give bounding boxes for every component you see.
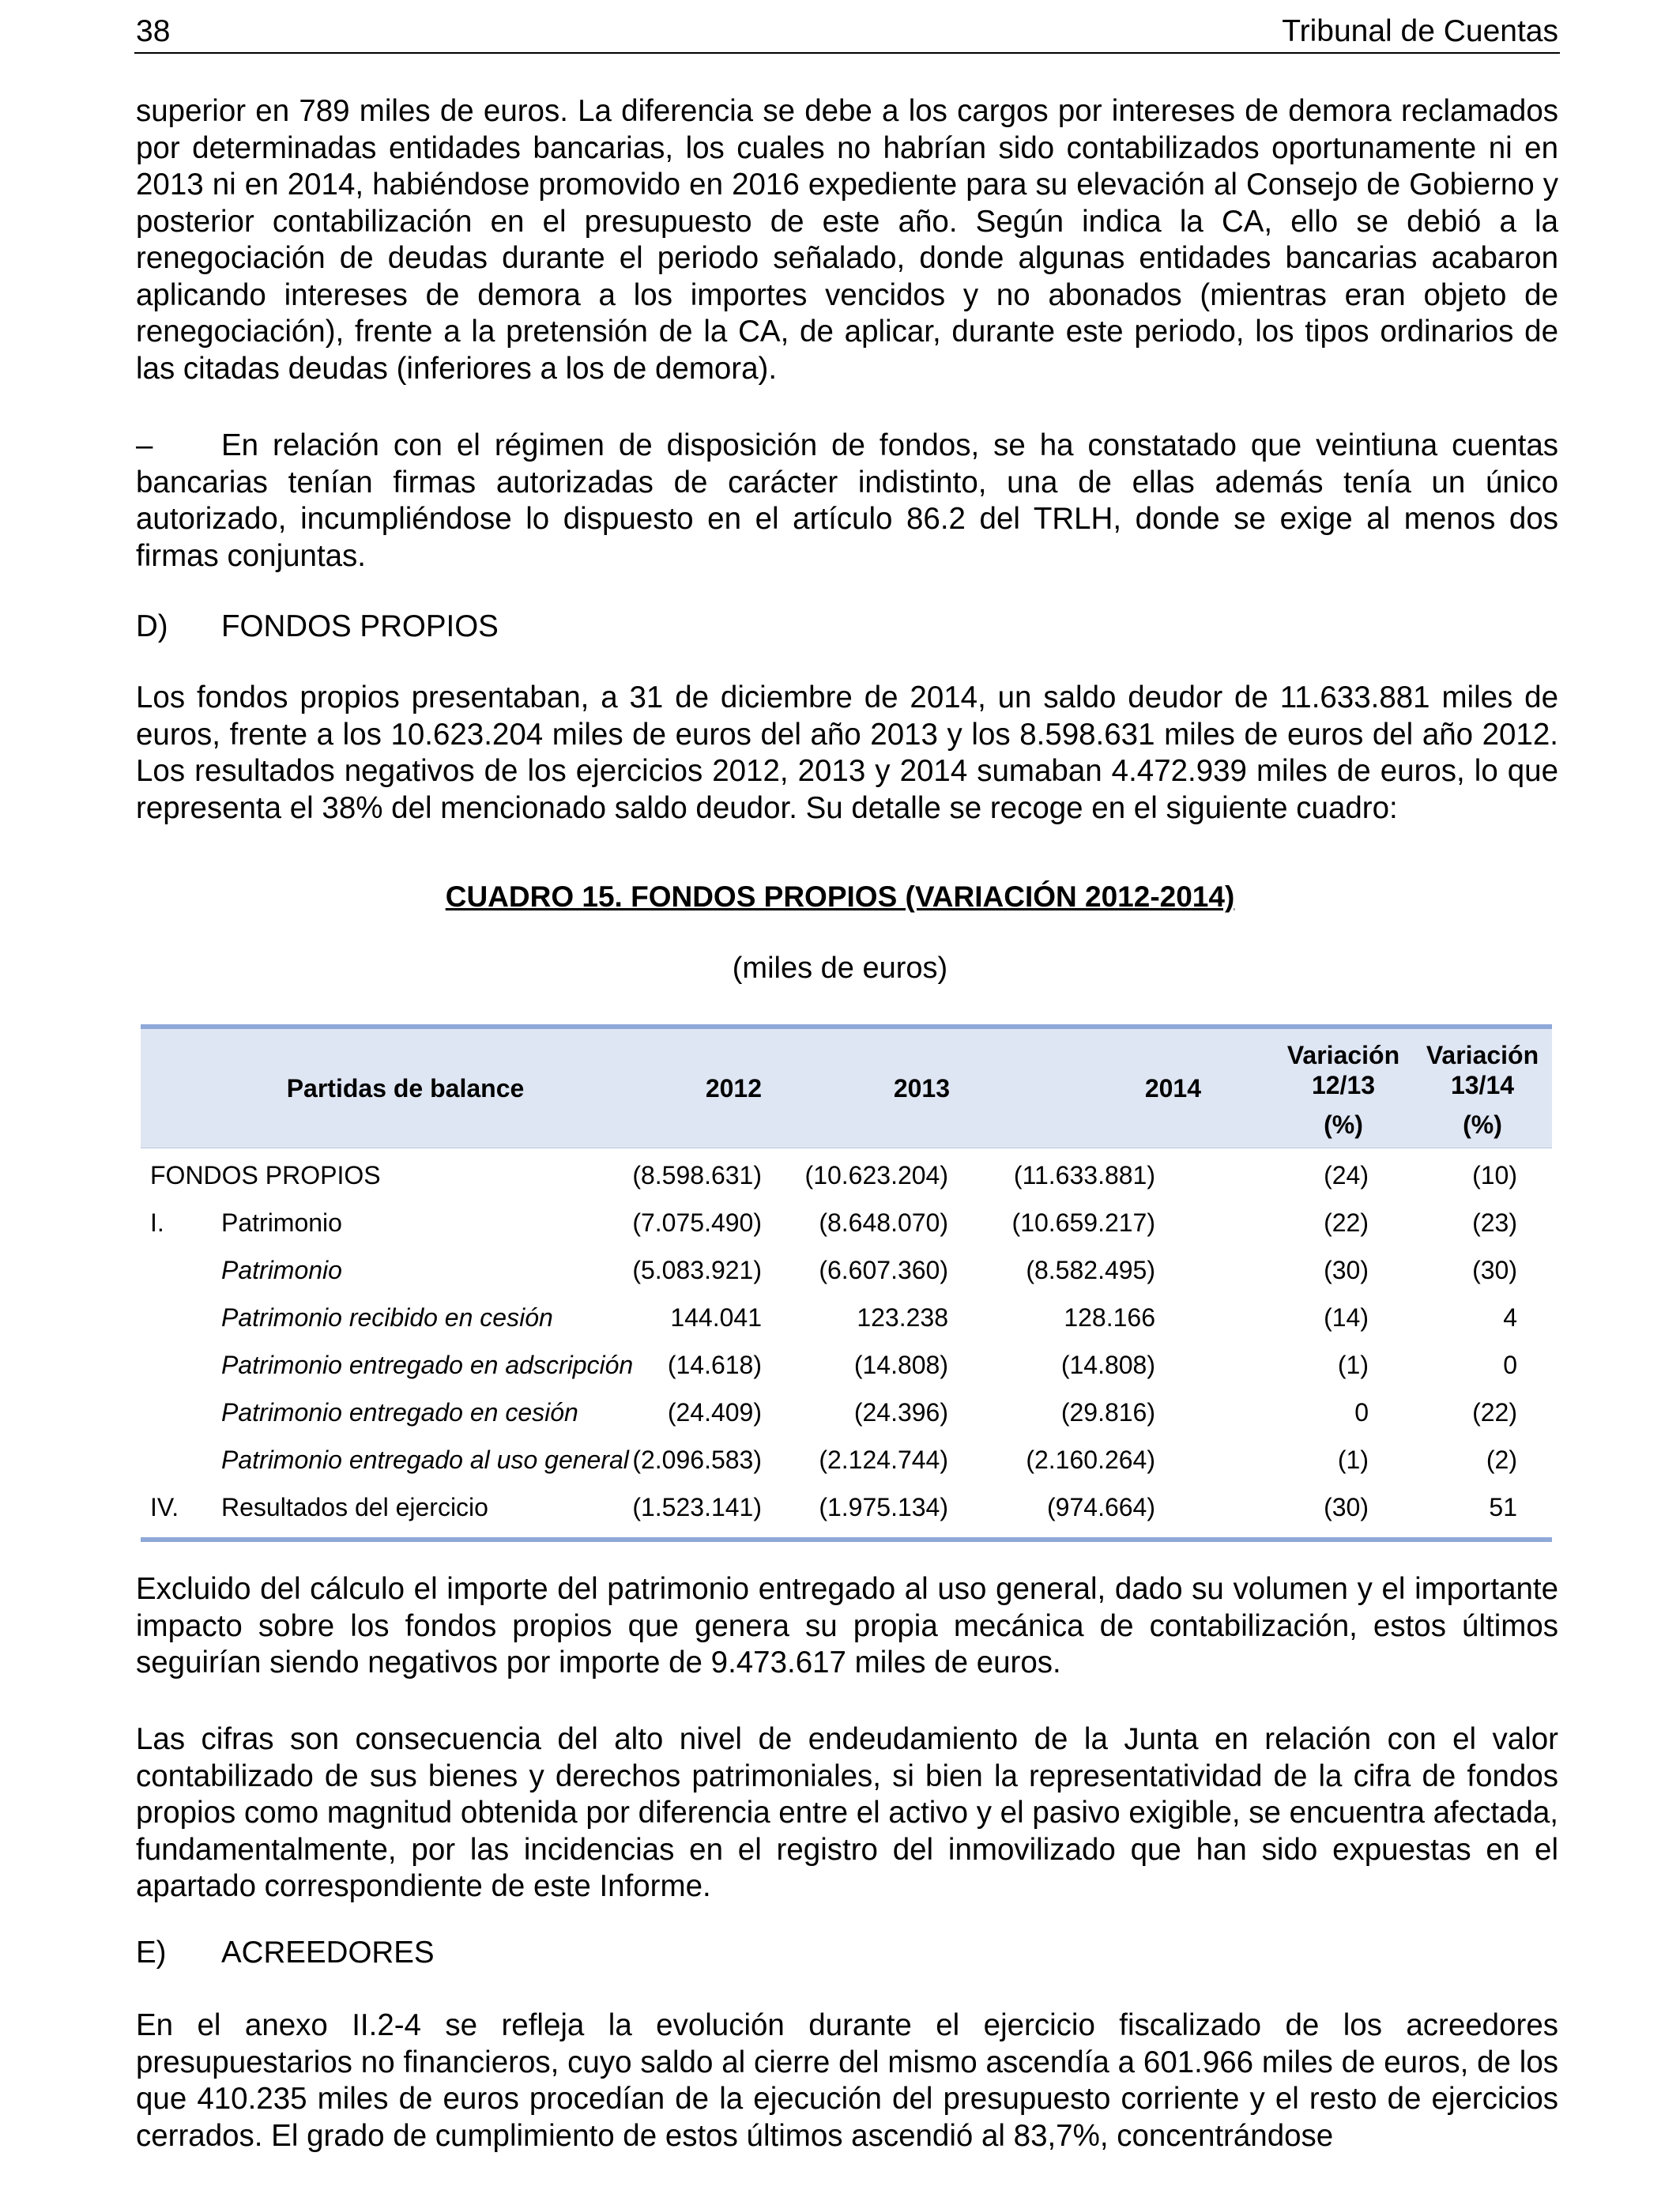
header-partidas: Partidas de balance bbox=[286, 1074, 525, 1103]
table-header bbox=[141, 1029, 1552, 1148]
page-header bbox=[134, 11, 1560, 54]
bullet-disposicion-fondos bbox=[136, 428, 1558, 575]
paragraph-fondos-propios: Los fondos propios presentaban, a 31 de diciembre de 2014, un saldo deudor de 11.633.881 miles de euros, frente a los 10.623.204 miles de euros del año 2013 y los 8.598.631 miles de euros del año 2012. Los resultados negativos de los ejercicios 2012, 2013 y 2014 sumaban 4.472.939 miles de euros, lo que representa el 38% del mencionado saldo deudor. Su detalle se recoge en el siguiente cuadro: bbox=[136, 680, 1558, 825]
section-title: ACREEDORES bbox=[221, 1936, 435, 1970]
section-letter: D) bbox=[136, 609, 168, 643]
table-row: Patrimonio entregado en cesión (24.409) (24.396) (29.816) 0 (22) bbox=[221, 1398, 1517, 1427]
table-row: Patrimonio (5.083.921) (6.607.360) (8.582.495) (30) (30) bbox=[221, 1256, 1517, 1284]
section-title: FONDOS PROPIOS bbox=[221, 609, 499, 643]
section-heading-e bbox=[136, 1935, 435, 1971]
header-2014: 2014 bbox=[1144, 1074, 1201, 1103]
table-row: Patrimonio entregado en adscripción (14.618) (14.808) (14.808) (1) 0 bbox=[221, 1351, 1517, 1379]
header-variacion-13-14: Variación 13/14 (%) bbox=[1426, 1041, 1539, 1139]
page-number: 38 bbox=[136, 14, 171, 48]
table-subtitle: (miles de euros) bbox=[732, 952, 948, 985]
dash-marker: – bbox=[136, 428, 153, 462]
header-title: Tribunal de Cuentas bbox=[1282, 14, 1558, 48]
paragraph-intereses-demora: superior en 789 miles de euros. La diferencia se debe a los cargos por intereses de demora reclamados por determinadas entidades bancarias, los cuales no habrían sido contabilizados oportunamente ni en 2013 ni en 2014, habiéndose promovido en 2016 expediente para su elevación al Consejo de Gobierno y posterior contabilización en el presupuesto de este año. Según indica la CA, ello se debió a la renegociación de deudas durante el periodo señalado, donde algunas entidades bancarias acabaron aplicando intereses de demora a los importes vencidos y no abonados (mientras eran objeto de renegociación), frente a la pretensión de la CA, de aplicar, durante este periodo, los tipos ordinarios de las citadas deudas (inferiores a los de demora). bbox=[136, 94, 1558, 386]
header-2013: 2013 bbox=[893, 1074, 950, 1103]
fondos-propios-table bbox=[141, 1024, 1552, 1542]
table-row: Patrimonio recibido en cesión 144.041 123.238 128.166 (14) 4 bbox=[221, 1303, 1517, 1332]
section-heading-d bbox=[136, 609, 499, 645]
header-variacion-12-13: Variación 12/13 (%) bbox=[1286, 1041, 1400, 1139]
section-letter: E) bbox=[136, 1936, 167, 1970]
table-row: IV. Resultados del ejercicio (1.523.141) (1.975.134) (974.664) (30) 51 bbox=[150, 1493, 1517, 1521]
bullet-text: En relación con el régimen de disposición de fondos, se ha constatado que veintiuna cuentas bancarias tenían firmas autorizadas de carácter indistinto, una de ellas además tenía un único autorizado, incumpliéndose lo dispuesto en el artículo 86.2 del TRLH, donde se exige al menos dos firmas conjuntas. bbox=[136, 428, 1558, 573]
table-title: CUADRO 15. FONDOS PROPIOS (VARIACIÓN 2012-2014) bbox=[445, 880, 1235, 913]
table-row: I. Patrimonio (7.075.490) (8.648.070) (10.659.217) (22) (23) bbox=[150, 1208, 1517, 1237]
table-row: Patrimonio entregado al uso general (2.096.583) (2.124.744) (2.160.264) (1) (2) bbox=[221, 1446, 1517, 1474]
paragraph-cifras: Las cifras son consecuencia del alto nivel de endeudamiento de la Junta en relación con el valor contabilizado de sus bienes y derechos patrimoniales, si bien la representatividad de la cifra de fondos propios como magnitud obtenida por diferencia entre el activo y el pasivo exigible, se encuentra afectada, fundamentalmente, por las incidencias en el registro del inmovilizado que han sido expuestas en el apartado correspondiente de este Informe. bbox=[136, 1722, 1558, 1903]
paragraph-excluido: Excluido del cálculo el importe del patrimonio entregado al uso general, dado su volumen y el importante impacto sobre los fondos propios que genera su propia mecánica de contabilización, estos últimos seguirían siendo negativos por importe de 9.473.617 miles de euros. bbox=[136, 1572, 1558, 1679]
table-body bbox=[141, 1148, 1552, 1537]
paragraph-acreedores: En el anexo II.2-4 se refleja la evolución durante el ejercicio fiscalizado de los acreedores presupuestarios no financieros, cuyo saldo al cierre del mismo ascendía a 601.966 miles de euros, de los que 410.235 miles de euros procedían de la ejecución del presupuesto corriente y el resto de ejercicios cerrados. El grado de cumplimiento de estos últimos ascendió al 83,7%, concentrándose bbox=[136, 2008, 1558, 2153]
header-2012: 2012 bbox=[705, 1074, 762, 1103]
table-row: FONDOS PROPIOS (8.598.631) (10.623.204) (11.633.881) (24) (10) bbox=[150, 1161, 1517, 1189]
